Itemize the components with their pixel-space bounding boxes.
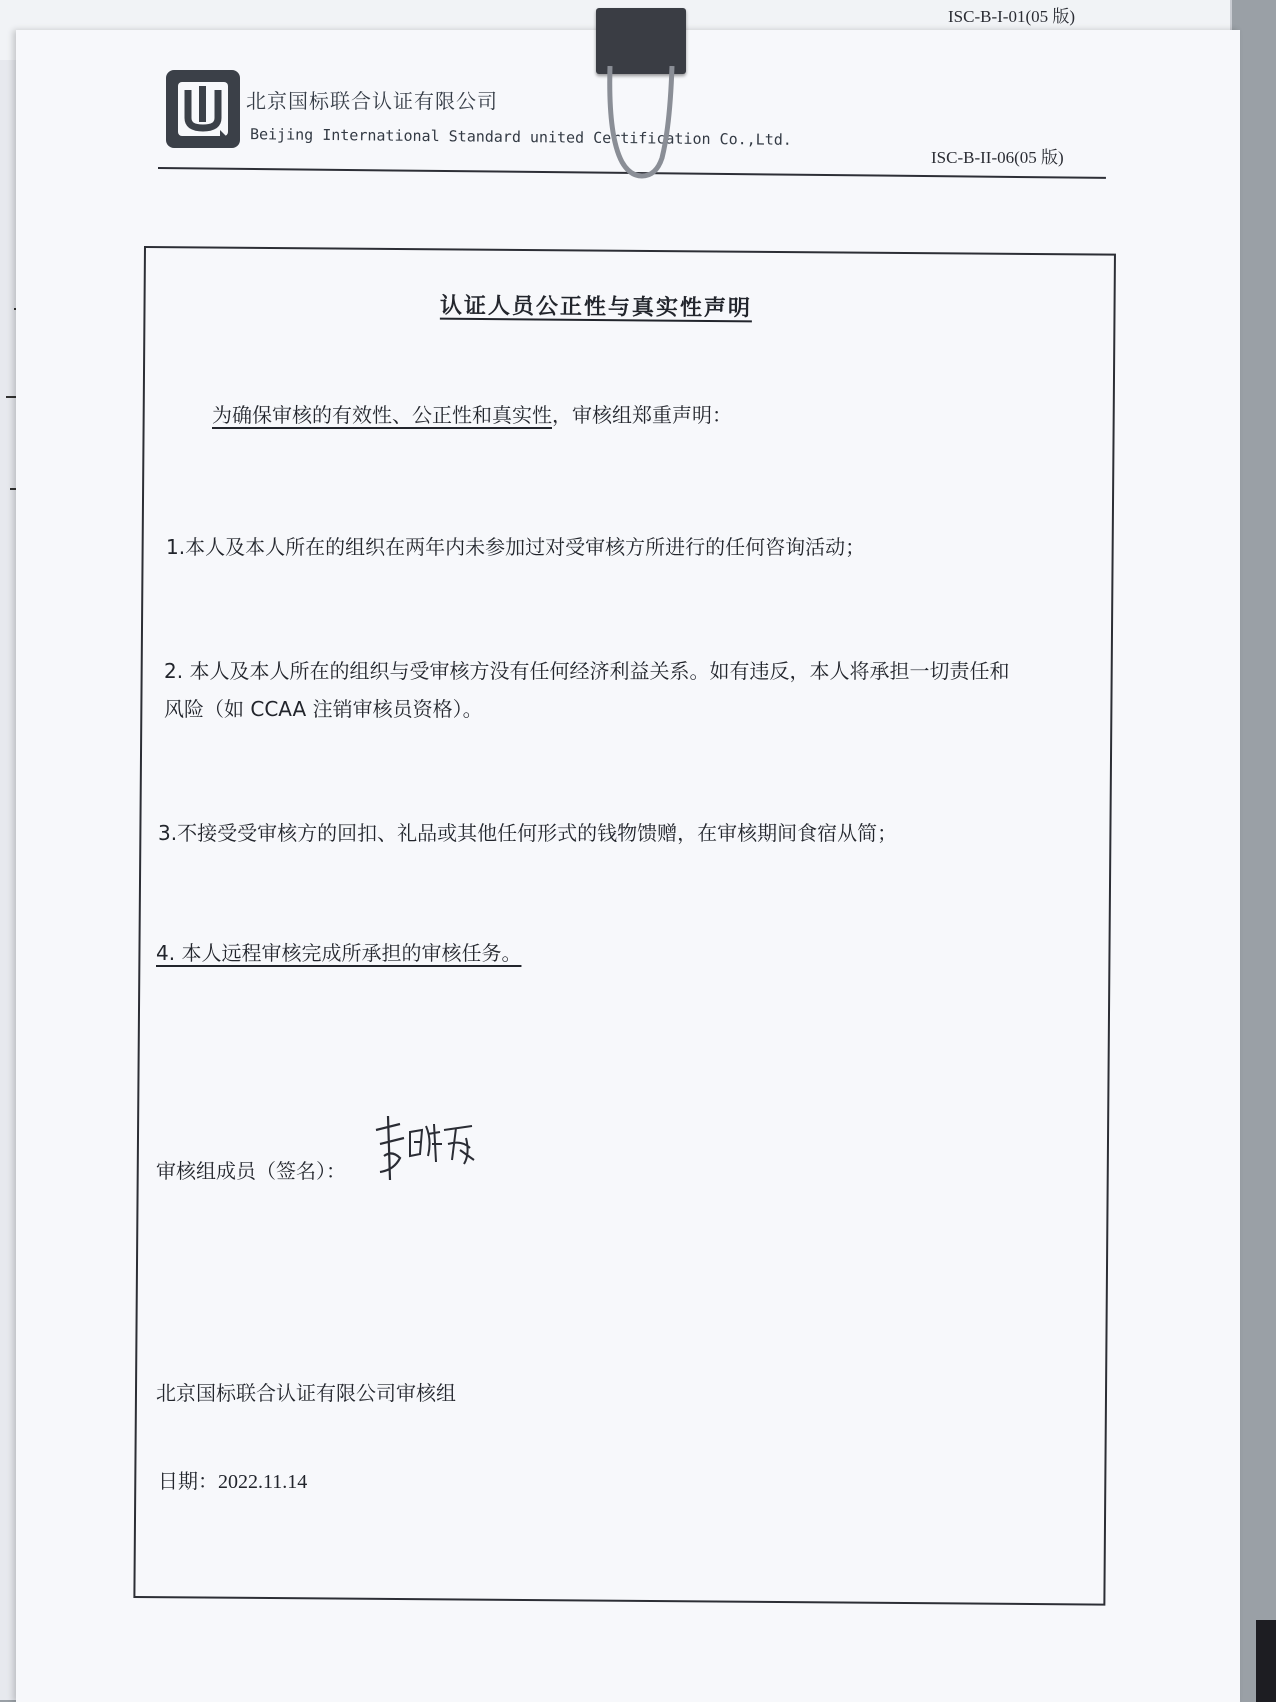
company-name-en: Beijing International Standard united Certification Co.,Ltd. xyxy=(249,125,792,149)
declaration-item-1: 1.本人及本人所在的组织在两年内未参加过对受审核方所进行的任何咨询活动； xyxy=(166,535,866,559)
binder-clip-handle xyxy=(600,66,680,186)
document-title: 认证人员公正性与真实性声明 xyxy=(439,293,753,322)
binder-clip-icon xyxy=(596,8,686,74)
date-label: 日期： xyxy=(158,1469,218,1493)
intro-underlined-text: 为确保审核的有效性、公正性和真实性 xyxy=(212,403,552,427)
organization-name: 北京国标联合认证有限公司审核组 xyxy=(156,1381,456,1405)
form-code: ISC-B-II-06(05 版) xyxy=(931,148,1064,167)
intro-paragraph xyxy=(212,398,732,432)
date-value: 2022.11.14 xyxy=(218,1471,308,1493)
desk-edge xyxy=(1256,1620,1276,1702)
signature-label: 审核组成员（签名）： xyxy=(156,1159,346,1183)
declaration-item-2-line-1: 2. 本人及本人所在的组织与受审核方没有任何经济利益关系。如有违反，本人将承担一切责任和 xyxy=(164,659,1010,683)
company-name-cn: 北京国标联合认证有限公司 xyxy=(246,89,498,113)
date-line xyxy=(158,1464,307,1499)
handwritten-signature xyxy=(370,1110,480,1190)
intro-rest-text: ，审核组郑重声明： xyxy=(552,403,732,427)
underlying-form-code: ISC-B-I-01(05 版) xyxy=(948,7,1076,26)
declaration-item-4: 4. 本人远程审核完成所承担的审核任务。 xyxy=(156,941,522,965)
declaration-item-2-line-2: 风险（如 CCAA 注销审核员资格）。 xyxy=(164,697,483,721)
company-logo-icon xyxy=(164,68,242,150)
declaration-item-3: 3.不接受受审核方的回扣、礼品或其他任何形式的钱物馈赠，在审核期间食宿从简； xyxy=(158,821,898,845)
